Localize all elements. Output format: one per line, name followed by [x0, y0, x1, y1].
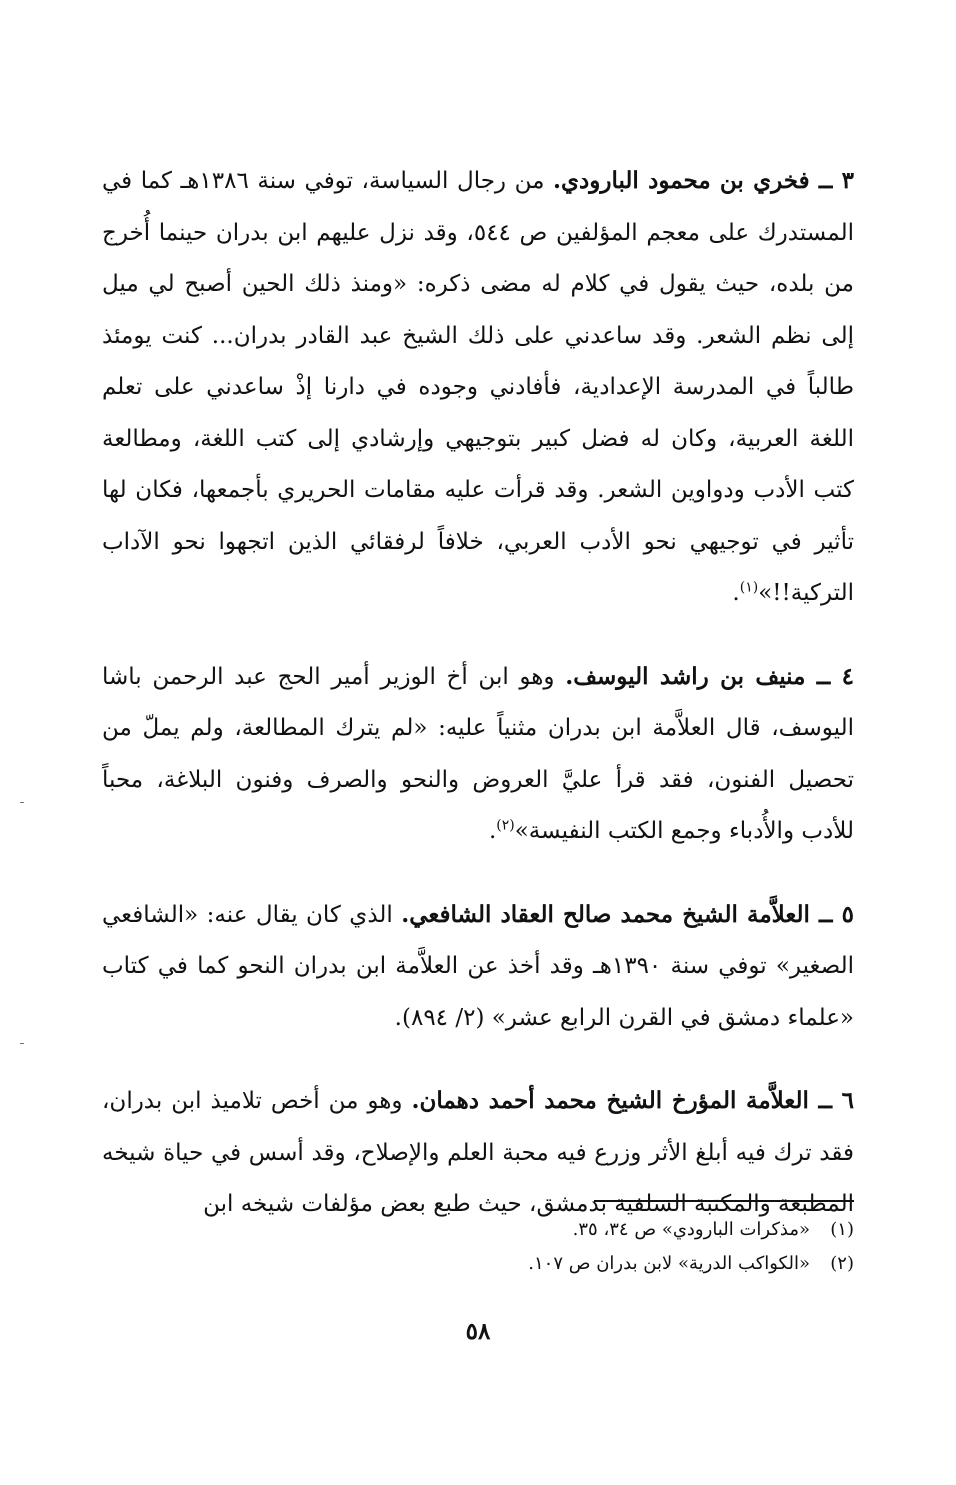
- paragraph-tail: .: [488, 818, 497, 844]
- paragraph-5: [102, 889, 854, 1045]
- footnote-divider: [594, 1200, 854, 1202]
- margin-speck: [20, 1043, 24, 1044]
- paragraph-text: من رجال السياسة، توفي سنة ١٣٨٦هـ كما في المستدرك على معجم المؤلفين ص ٥٤٤، وقد نزل عليهم ابن بدران حينما أُخرج من بلده، حيث يقول في كلام له مضى ذكره: «ومنذ ذلك الحين أصبح لي ميل إلى نظم الشعر. وقد ساعدني على ذلك الشيخ عبد القادر بدران... كنت يومئذ طالباً في المدرسة الإعدادية، فأفادني وجوده في دارنا إذْ ساعدني على تعلم اللغة العربية، وكان له فضل كبير بتوجيهي وإرشادي إلى كتب اللغة، ومطالعة كتب الأدب ودواوين الشعر. وقد قرأت عليه مقامات الحريري بأجمعها، فكان لها تأثير في توجيهي نحو الأدب العربي، خلافاً لرفقائي الذين اتجهوا نحو الآداب التركية!!»: [102, 168, 854, 606]
- paragraph-3: [102, 155, 854, 620]
- paragraph-tail: .: [732, 580, 740, 606]
- footnote-number: (١): [830, 1219, 854, 1240]
- paragraph-heading: ٥ ــ العلاَّمة الشيخ محمد صالح العقاد الشافعي.: [401, 900, 854, 928]
- paragraph-text: وهو من أخص تلاميذ ابن بدران، فقد ترك فيه أبلغ الأثر وزرع فيه محبة العلم والإصلاح، وقد أسس في حياة شيخه المطبعة والمكتبة السلفية بدمشق، حيث طبع بعض مؤلفات شيخه ابن: [102, 1088, 854, 1217]
- margin-speck: [20, 802, 24, 803]
- footnote-number: (٢): [830, 1253, 854, 1274]
- page-number: ٥٨: [465, 1318, 491, 1345]
- paragraph-heading: ٣ ــ فخري بن محمود البارودي.: [553, 167, 854, 194]
- footnote-reference: (١): [739, 579, 759, 596]
- main-text: [102, 155, 854, 1231]
- footnote-text: «الكواكب الدرية» لابن بدران ص ١٠٧.: [528, 1253, 810, 1274]
- paragraph-heading: ٤ ــ منيف بن راشد اليوسف.: [565, 662, 854, 690]
- paragraph-6: [102, 1075, 854, 1231]
- footnote-2: [102, 1247, 854, 1281]
- paragraph-heading: ٦ ــ العلاَّمة المؤرخ الشيخ محمد أحمد دهمان.: [411, 1087, 855, 1114]
- footnote-1: [102, 1213, 854, 1247]
- paragraph-4: [102, 651, 854, 858]
- footnotes: [102, 1213, 854, 1281]
- paragraph-text: وهو ابن أخ الوزير أمير الحج عبد الرحمن باشا اليوسف، قال العلاَّمة ابن بدران مثنياً عليه: «لم يترك المطالعة، ولم يملّ من تحصيل الفنون، فقد قرأ عليَّ العروض والنحو والصرف وفنون البلاغة، محباً للأدب والأُدباء وجمع الكتب النفيسة»: [102, 663, 854, 844]
- footnote-text: «مذكرات البارودي» ص ٣٤، ٣٥.: [572, 1219, 810, 1240]
- paragraph-text: الذي كان يقال عنه: «الشافعي الصغير» توفي سنة ١٣٩٠هـ وقد أخذ عن العلاَّمة ابن بدران النحو كما في كتاب «علماء دمشق في القرن الرابع عشر» (٢/ ٨٩٤).: [102, 901, 854, 1031]
- footnote-reference: (٢): [496, 817, 515, 834]
